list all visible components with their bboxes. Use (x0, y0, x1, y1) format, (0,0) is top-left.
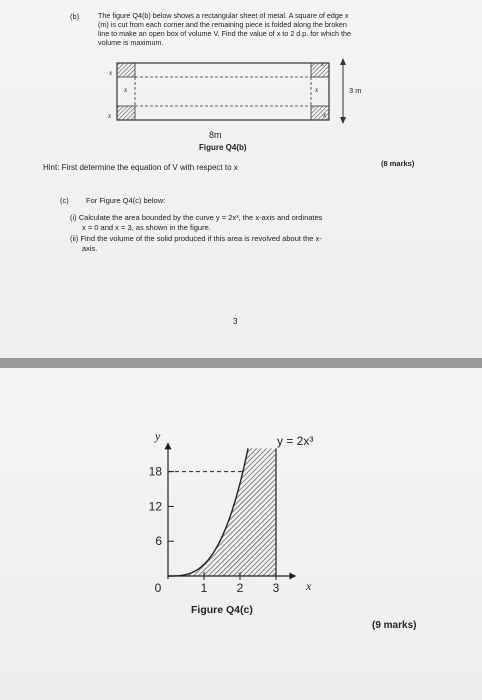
height-label: 3 m (349, 86, 362, 95)
corner-square-bottom-right (311, 106, 329, 120)
x-tick-label-3: 3 (272, 581, 280, 595)
figure-q4c-chart (0, 368, 482, 700)
part-c-intro: For Figure Q4(c) below: (86, 196, 166, 205)
lower-page (0, 368, 482, 700)
y-tick-label-6: 6 (155, 534, 162, 549)
arrow-down-icon (340, 117, 346, 124)
corner-label-x-4: x (315, 86, 319, 94)
part-c-item-ii-line-2: axis. (82, 244, 98, 253)
page-number: 3 (233, 317, 238, 326)
page-gap (0, 358, 482, 368)
part-b-label: (b) (70, 12, 80, 21)
figure-q4c-caption: Figure Q4(c) (191, 604, 253, 616)
corner-label-x-5: x (321, 60, 325, 68)
hint-text: Hint: First determine the equation of V with respect to x (43, 163, 238, 172)
corner-square-bottom-left (117, 106, 135, 120)
part-b-line-4: volume is maximum. (98, 38, 164, 47)
x-axis-arrow-icon (289, 573, 296, 580)
y-tick-label-12: 12 (148, 499, 162, 514)
part-b-marks: (8 marks) (381, 159, 415, 168)
width-label: 8m (209, 130, 222, 140)
part-b-line-1: The figure Q4(b) below shows a rectangular sheet of metal. A square of edge x (98, 11, 349, 20)
corner-label-x-3: x (108, 112, 112, 120)
x-tick-label-0: 0 (154, 581, 162, 595)
equation-label: y = 2x³ (277, 434, 314, 448)
part-c-item-ii-line-1: (ii) Find the volume of the solid produced if this area is revolved about the x- (70, 234, 322, 243)
arrow-up-icon (340, 58, 346, 65)
corner-label-x-1: x (109, 69, 113, 77)
y-axis-label: y (155, 429, 161, 443)
corner-label-x-6: x (323, 111, 327, 119)
shaded-area-under-curve (168, 448, 276, 576)
y-axis-arrow-icon (165, 442, 172, 449)
corner-square-top-right (311, 63, 329, 77)
part-b-line-2: (m) is cut from each corner and the remaining piece is folded along the broken (98, 20, 347, 29)
metal-sheet-outline (117, 63, 329, 120)
x-axis-label: x (306, 579, 312, 593)
y-tick-label-18: 18 (148, 464, 162, 479)
part-c-label: (c) (60, 196, 69, 205)
part-c-item-i-line-1: (i) Calculate the area bounded by the curve y = 2x³, the x-axis and ordinates (70, 213, 323, 222)
part-b-line-3: line to make an open box of volume V. Find the value of x to 2 d.p. for which the (98, 29, 352, 38)
x-tick-label-1: 1 (200, 581, 208, 595)
corner-square-top-left (117, 63, 135, 77)
x-tick-label-2: 2 (236, 581, 244, 595)
part-c-item-i-line-2: x = 0 and x = 3, as shown in the figure. (82, 223, 211, 232)
part-c-marks: (9 marks) (372, 620, 417, 631)
figure-q4b-caption: Figure Q4(b) (199, 143, 247, 152)
corner-label-x-2: x (124, 86, 128, 94)
